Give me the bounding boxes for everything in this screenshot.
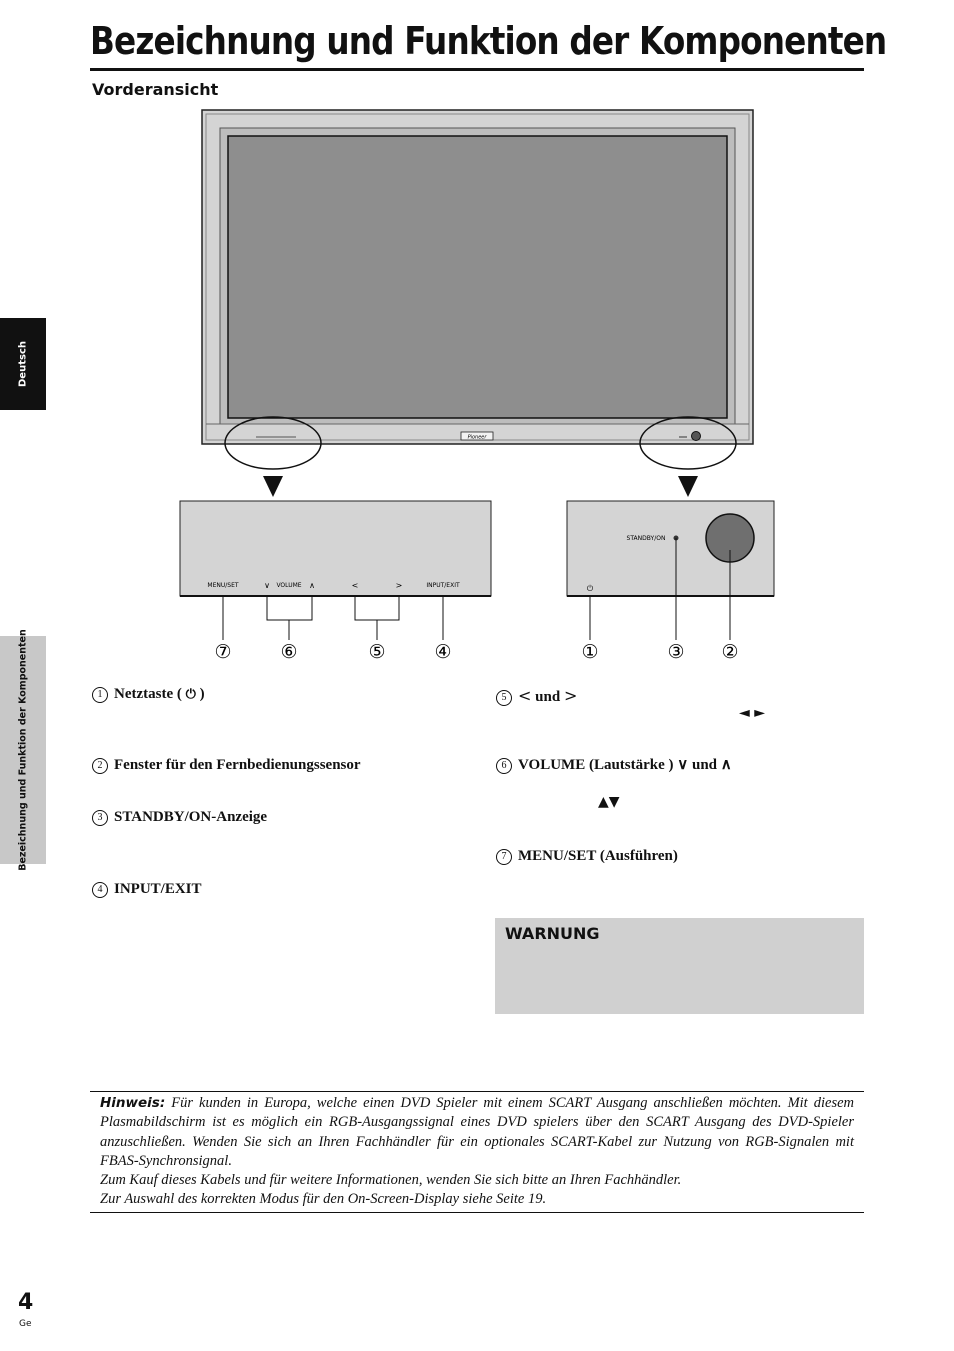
power-icon: ⏻ [586,584,594,593]
item-number: 7 [496,849,512,865]
callout-1: ① [581,641,599,663]
callout-2: ② [721,641,739,663]
item-number: 4 [92,882,108,898]
item-standby-indicator [92,807,267,827]
callout-7: ⑦ [214,641,232,663]
right-glyph: > [563,686,578,705]
right-glyph: > [395,581,403,590]
note-text-1: Für kunden in Europa, welche einen DVD Spieler mit einem SCART Ausgang anschließen möchten. Mit diesem Plasmabildschirm ist es möglich ein RGB-Ausgangssignal eines DVD spielers über den SCART Ausgang des DVD-Spieler anzuschließen. Wenden Sie sich an Ihren Fachhändler für ein optionales SCART-Kabel zur Nutzung von RGB-Signalen mit FBAS-Synchronsignal. [100,1095,854,1169]
item-label: STANDBY/ON-Anzeige [114,809,268,825]
volume-down-glyph: ∨ [264,581,270,590]
up-down-arrows-icon: ▲▼ [598,794,620,810]
bracket-5 [355,596,399,620]
item-remote-sensor [92,755,361,775]
item-label: Fenster für den Fernbedienungssensor [114,757,361,773]
left-right-arrows-icon: ◄ ► [739,705,765,721]
item-menu-set [496,846,678,866]
input-exit-label: INPUT/EXIT [426,582,460,589]
tv-screen [228,136,727,418]
callout-5: ⑤ [368,641,386,663]
standby-on-label: STANDBY/ON [626,535,666,542]
page-number: 4 [18,1290,34,1315]
note-text-3: Zur Auswahl des korrekten Modus für den On-Screen-Display siehe Seite 19. [100,1191,547,1208]
pointer-right-icon [678,476,698,497]
note-rule-top [90,1091,864,1092]
note-block [100,1094,854,1210]
item-number: 2 [92,758,108,774]
note-label: Hinweis: [100,1095,166,1111]
callout-3: ③ [667,641,685,663]
item-number: 5 [496,690,512,706]
item-label: und [535,689,561,705]
language-tab-label: Deutsch [17,341,29,387]
left-glyph: < [518,686,532,705]
volume-label: VOLUME [276,582,302,589]
bracket-6 [267,596,312,620]
item-label: Netztaste ( [114,686,182,702]
left-glyph: < [351,581,359,590]
pointer-left-icon [263,476,283,497]
item-number: 1 [92,687,108,703]
volume-up-glyph: ∧ [309,581,315,590]
page-title: Bezeichnung und Funktion der Komponenten [90,19,887,63]
tv-sensor [692,432,701,441]
power-icon: ⏻ [185,687,196,702]
item-volume [496,755,732,775]
callout-6: ⑥ [280,641,298,663]
section-subtitle: Vorderansicht [92,80,219,99]
item-label: MENU/SET (Ausführen) [518,848,678,864]
page-language-code: Ge [19,1319,32,1329]
item-left-right [496,686,577,707]
brand-logo: Pioneer [467,434,487,441]
menu-set-label: MENU/SET [207,582,239,589]
note-text-2: Zum Kauf dieses Kabels und für weitere Informationen, wenden Sie sich bitte an Ihren Fachhändler. [100,1172,682,1189]
item-input-exit [92,879,202,899]
callout-4: ④ [434,641,452,663]
item-power-button [92,684,205,705]
section-tab-label: Bezeichnung und Funktion der Komponenten [17,629,29,871]
item-label-close: ) [195,686,205,702]
warning-title: WARNUNG [505,924,600,943]
note-rule-bottom [90,1212,864,1213]
item-number: 3 [92,810,108,826]
item-number: 6 [496,758,512,774]
item-label: VOLUME (Lautstärke ) ∨ und ∧ [518,757,732,773]
item-label: INPUT/EXIT [114,881,202,897]
